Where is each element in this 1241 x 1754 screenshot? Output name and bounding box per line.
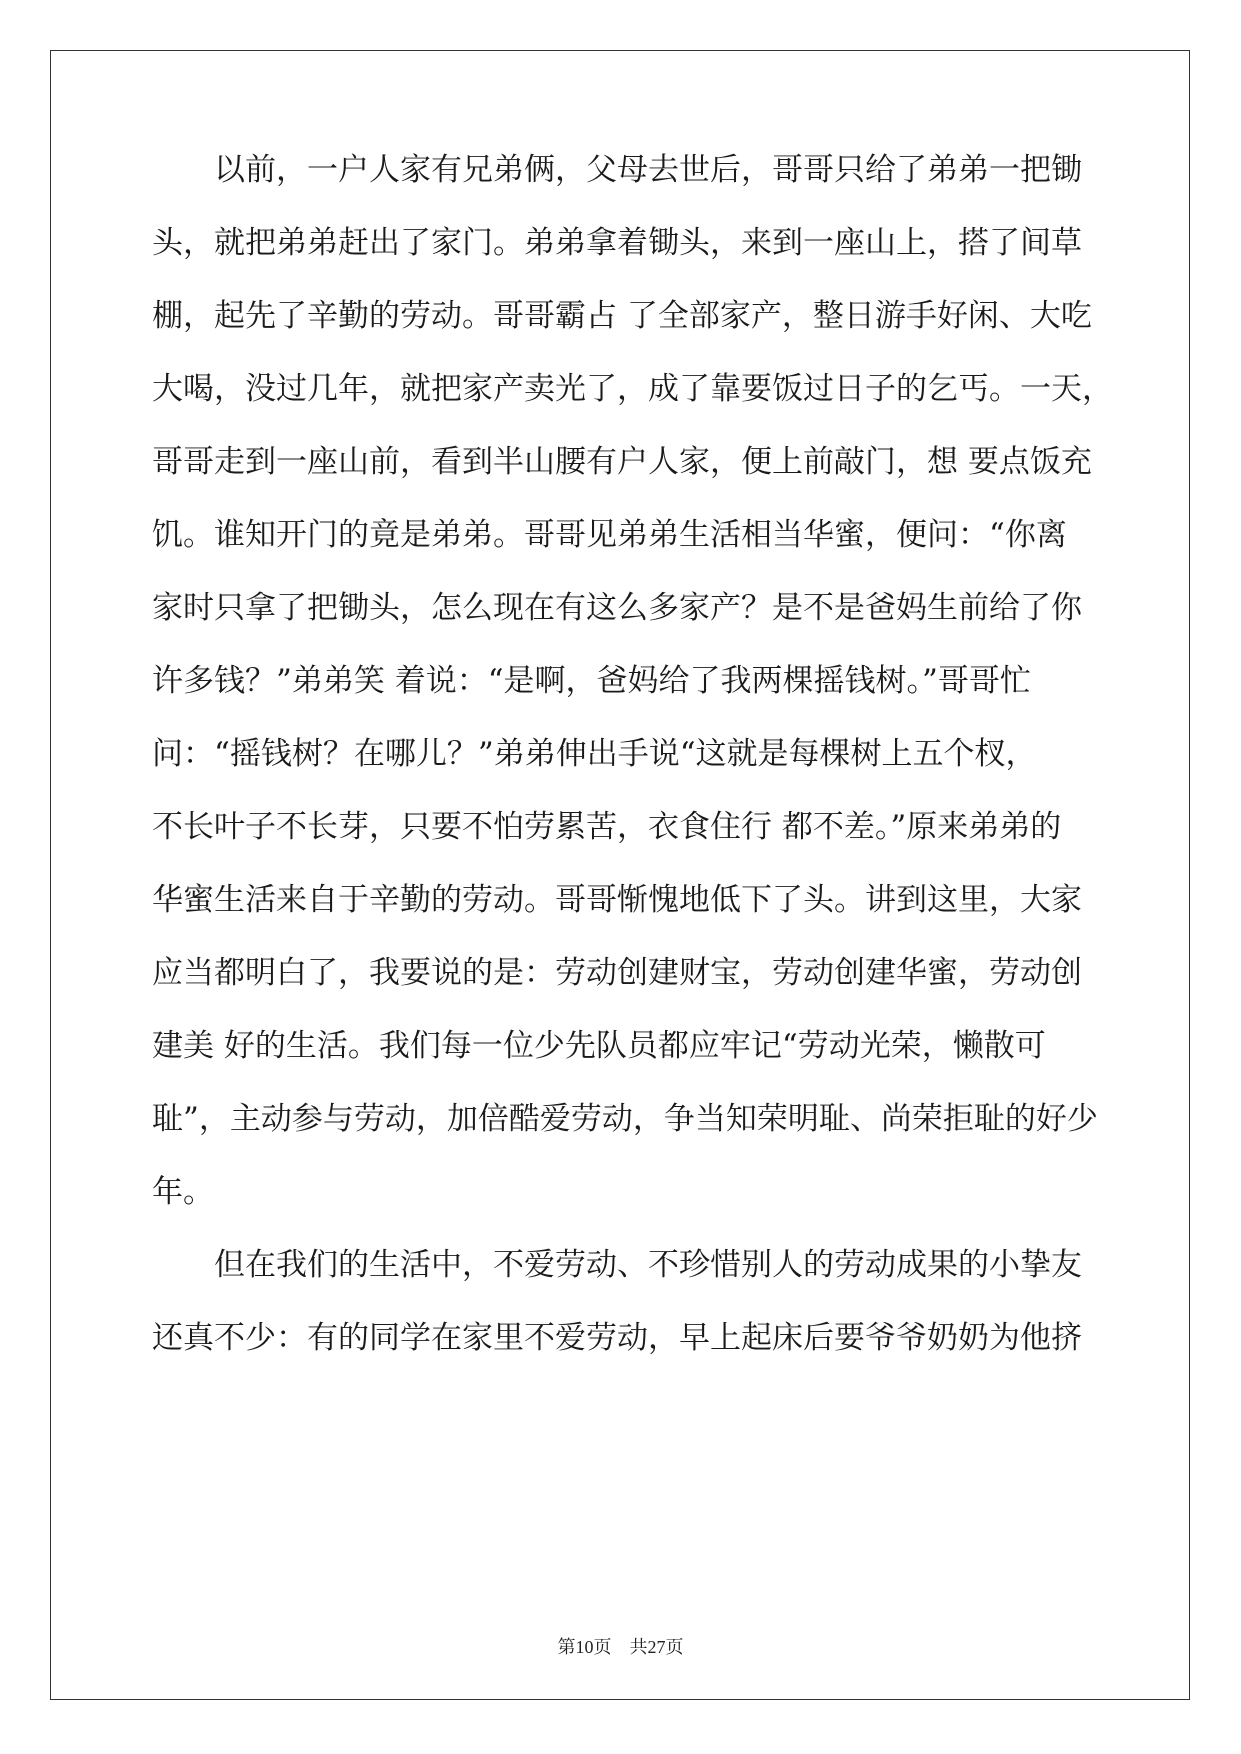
text-line: 棚，起先了辛勤的劳动。哥哥霸占 了全部家产，整日游手好闲、大吃 [152,298,1092,334]
text-line: 饥。谁知开门的竟是弟弟。哥哥见弟弟生活相当华蜜，便问：“你离 [152,517,1067,553]
text-line: 家时只拿了把锄头，怎么现在有这么多家产？是不是爸妈生前给了你 [152,590,1082,626]
text-line: 头，就把弟弟赶出了家门。弟弟拿着锄头，来到一座山上，搭了间草 [152,225,1082,261]
text-line: 年。 [152,1174,214,1210]
text-line: 还真不少：有的同学在家里不爱劳动，早上起床后要爷爷奶奶为他挤 [152,1320,1082,1356]
text-line: 问：“摇钱树？在哪儿？”弟弟伸出手说“这就是每棵树上五个杈， [152,736,1037,772]
text-line: 耻”，主动参与劳动，加倍酷爱劳动，争当知荣明耻、尚荣拒耻的好少 [152,1101,1098,1137]
text-line: 许多钱？”弟弟笑 着说：“是啊，爸妈给了我两棵摇钱树。”哥哥忙 [152,663,1031,699]
text-line: 但在我们的生活中，不爱劳动、不珍惜别人的劳动成果的小挚友 [152,1247,1082,1283]
text-line: 建美 好的生活。我们每一位少先队员都应牢记“劳动光荣，懒散可 [152,1028,1046,1064]
text-line: 不长叶子不长芽，只要不怕劳累苦，衣食住行 都不差。”原来弟弟的 [152,809,1062,845]
text-line: 哥哥走到一座山前，看到半山腰有户人家，便上前敲门，想 要点饭充 [152,444,1092,480]
text-line: 以前，一户人家有兄弟俩，父母去世后，哥哥只给了弟弟一把锄 [152,152,1082,188]
text-line: 华蜜生活来自于辛勤的劳动。哥哥惭愧地低下了头。讲到这里，大家 [152,882,1082,918]
text-line: 应当都明白了，我要说的是：劳动创建财宝，劳动创建华蜜，劳动创 [152,955,1082,991]
page-number-footer: 第10页 共27页 [557,1637,684,1657]
text-line: 大喝，没过几年，就把家产卖光了，成了靠要饭过日子的乞丐。一天， [152,371,1113,407]
